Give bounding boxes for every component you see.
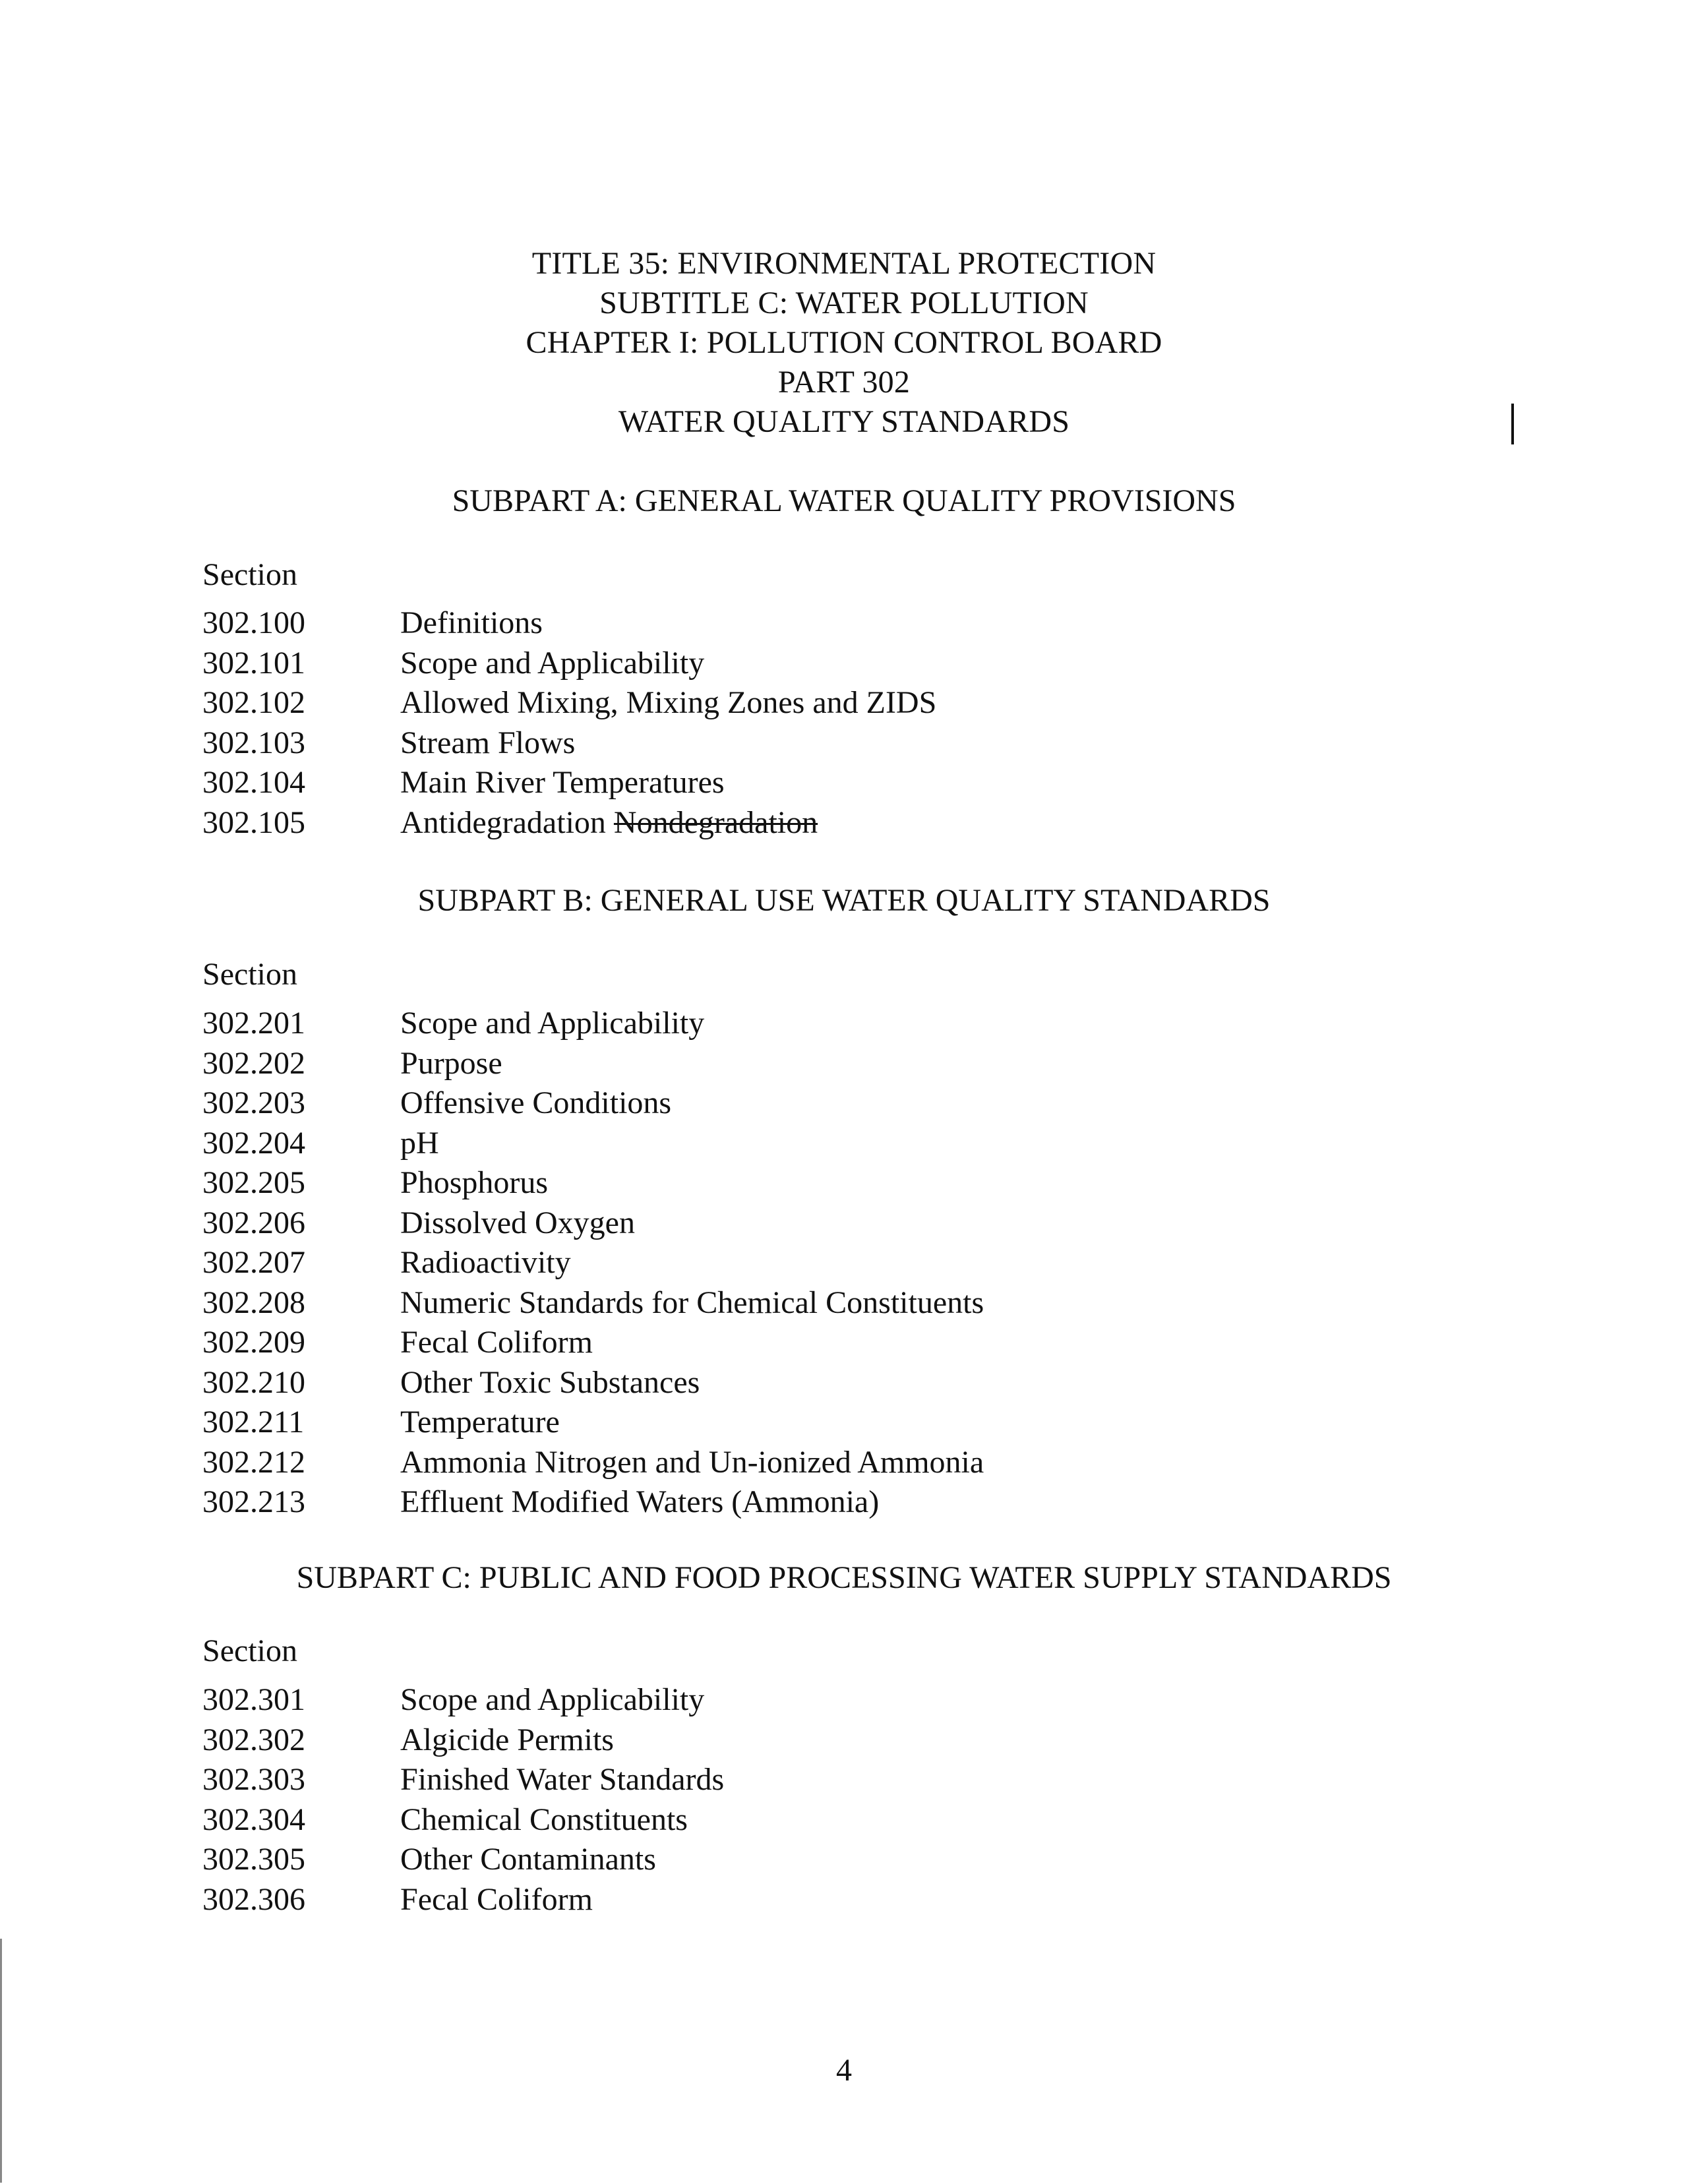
toc-row	[202, 1482, 1521, 1523]
section-title: Phosphorus	[400, 1165, 549, 1200]
section-title: Scope and Applicability	[400, 645, 705, 681]
section-title: Scope and Applicability	[400, 1682, 705, 1717]
section-title: Other Toxic Substances	[400, 1364, 700, 1400]
section-number: 302.201	[202, 1006, 305, 1041]
section-number: 302.205	[202, 1165, 305, 1200]
toc-row	[202, 803, 1521, 843]
section-title: Temperature	[400, 1405, 560, 1440]
section-title: Fecal Coliform	[400, 1881, 593, 1917]
section-number: 302.210	[202, 1364, 305, 1400]
toc-row	[202, 1760, 1521, 1800]
section-title: Fecal Coliform	[400, 1325, 593, 1360]
toc-row	[202, 763, 1521, 803]
section-title: Finished Water Standards	[400, 1762, 725, 1797]
struck-text: Nondegradation	[613, 804, 818, 840]
section-title: Stream Flows	[400, 725, 576, 760]
section-number: 302.305	[202, 1842, 305, 1877]
subpart-b-title: SUBPART B: GENERAL USE WATER QUALITY STANDARDS	[417, 883, 1271, 918]
toc-row	[202, 1680, 1521, 1720]
section-title: Main River Temperatures	[400, 765, 725, 800]
section-title: pH	[400, 1125, 439, 1161]
toc-row	[202, 1840, 1521, 1880]
section-number: 302.103	[202, 725, 305, 760]
section-number: 302.104	[202, 765, 305, 800]
section-number: 302.306	[202, 1881, 305, 1917]
section-title: Numeric Standards for Chemical Constituents	[400, 1285, 984, 1320]
section-number: 302.101	[202, 645, 305, 681]
subpart-a-title: SUBPART A: GENERAL WATER QUALITY PROVISIONS	[452, 483, 1236, 518]
page-number: 4	[836, 2053, 852, 2088]
subpart-b-section-list	[202, 1004, 1521, 1523]
section-title: Offensive Conditions	[400, 1085, 672, 1120]
section-title: Effluent Modified Waters (Ammonia)	[400, 1484, 880, 1519]
section-number: 302.102	[202, 685, 305, 720]
toc-row	[202, 644, 1521, 684]
inserted-text: Antidegradation	[400, 804, 606, 840]
section-title: Other Contaminants	[400, 1842, 656, 1877]
section-title: Algicide Permits	[400, 1722, 614, 1757]
section-number: 302.206	[202, 1205, 305, 1240]
section-title: Allowed Mixing, Mixing Zones and ZIDS	[400, 685, 937, 720]
toc-row	[202, 1163, 1521, 1203]
document-heading	[0, 244, 1688, 442]
toc-row	[202, 1203, 1521, 1244]
section-number: 302.302	[202, 1722, 305, 1757]
subpart-c-section-label: Section	[202, 1633, 297, 1668]
toc-row	[202, 1124, 1521, 1164]
toc-row	[202, 683, 1521, 723]
part-line: PART 302	[777, 365, 911, 400]
toc-row	[202, 1363, 1521, 1403]
section-title: Ammonia Nitrogen and Un-ionized Ammonia	[400, 1444, 984, 1480]
section-number: 302.303	[202, 1762, 305, 1797]
toc-row	[202, 603, 1521, 644]
toc-row	[202, 1323, 1521, 1363]
section-number: 302.100	[202, 605, 305, 640]
section-title: Dissolved Oxygen	[400, 1205, 635, 1240]
section-number: 302.207	[202, 1245, 305, 1280]
toc-row	[202, 1800, 1521, 1840]
section-title: Scope and Applicability	[400, 1006, 705, 1041]
subpart-b-section-label: Section	[202, 957, 297, 992]
section-number: 302.213	[202, 1484, 305, 1519]
section-number: 302.212	[202, 1444, 305, 1480]
section-number: 302.204	[202, 1125, 305, 1161]
section-number: 302.301	[202, 1682, 305, 1717]
toc-row	[202, 1004, 1521, 1044]
subpart-a-section-label: Section	[202, 557, 297, 592]
toc-row	[202, 1443, 1521, 1483]
toc-row	[202, 1720, 1521, 1761]
section-title: Definitions	[400, 605, 543, 640]
revision-change-bar	[1511, 404, 1514, 444]
toc-row	[202, 1880, 1521, 1920]
subtitle-line: SUBTITLE C: WATER POLLUTION	[599, 286, 1089, 320]
scan-edge-mark	[0, 1939, 2, 2183]
subpart-c-section-list	[202, 1680, 1521, 1920]
toc-row	[202, 1283, 1521, 1323]
toc-row	[202, 1403, 1521, 1443]
section-number: 302.202	[202, 1045, 305, 1081]
section-title: Purpose	[400, 1045, 502, 1081]
subpart-c-title: SUBPART C: PUBLIC AND FOOD PROCESSING WATER SUPPLY STANDARDS	[296, 1560, 1392, 1595]
part-name-line: WATER QUALITY STANDARDS	[618, 404, 1070, 439]
section-number: 302.203	[202, 1085, 305, 1120]
section-number: 302.211	[202, 1405, 305, 1440]
section-title-with-deletion	[400, 803, 1521, 843]
toc-row	[202, 1083, 1521, 1124]
chapter-line: CHAPTER I: POLLUTION CONTROL BOARD	[526, 325, 1162, 360]
section-number: 302.209	[202, 1325, 305, 1360]
section-title: Radioactivity	[400, 1245, 571, 1280]
section-number: 302.208	[202, 1285, 305, 1320]
subpart-a-section-list	[202, 603, 1521, 843]
toc-row	[202, 723, 1521, 764]
toc-row	[202, 1243, 1521, 1283]
section-number: 302.304	[202, 1802, 305, 1837]
section-number: 302.105	[202, 804, 305, 840]
title-line: TITLE 35: ENVIRONMENTAL PROTECTION	[531, 246, 1157, 281]
section-title: Chemical Constituents	[400, 1802, 688, 1837]
toc-row	[202, 1044, 1521, 1084]
